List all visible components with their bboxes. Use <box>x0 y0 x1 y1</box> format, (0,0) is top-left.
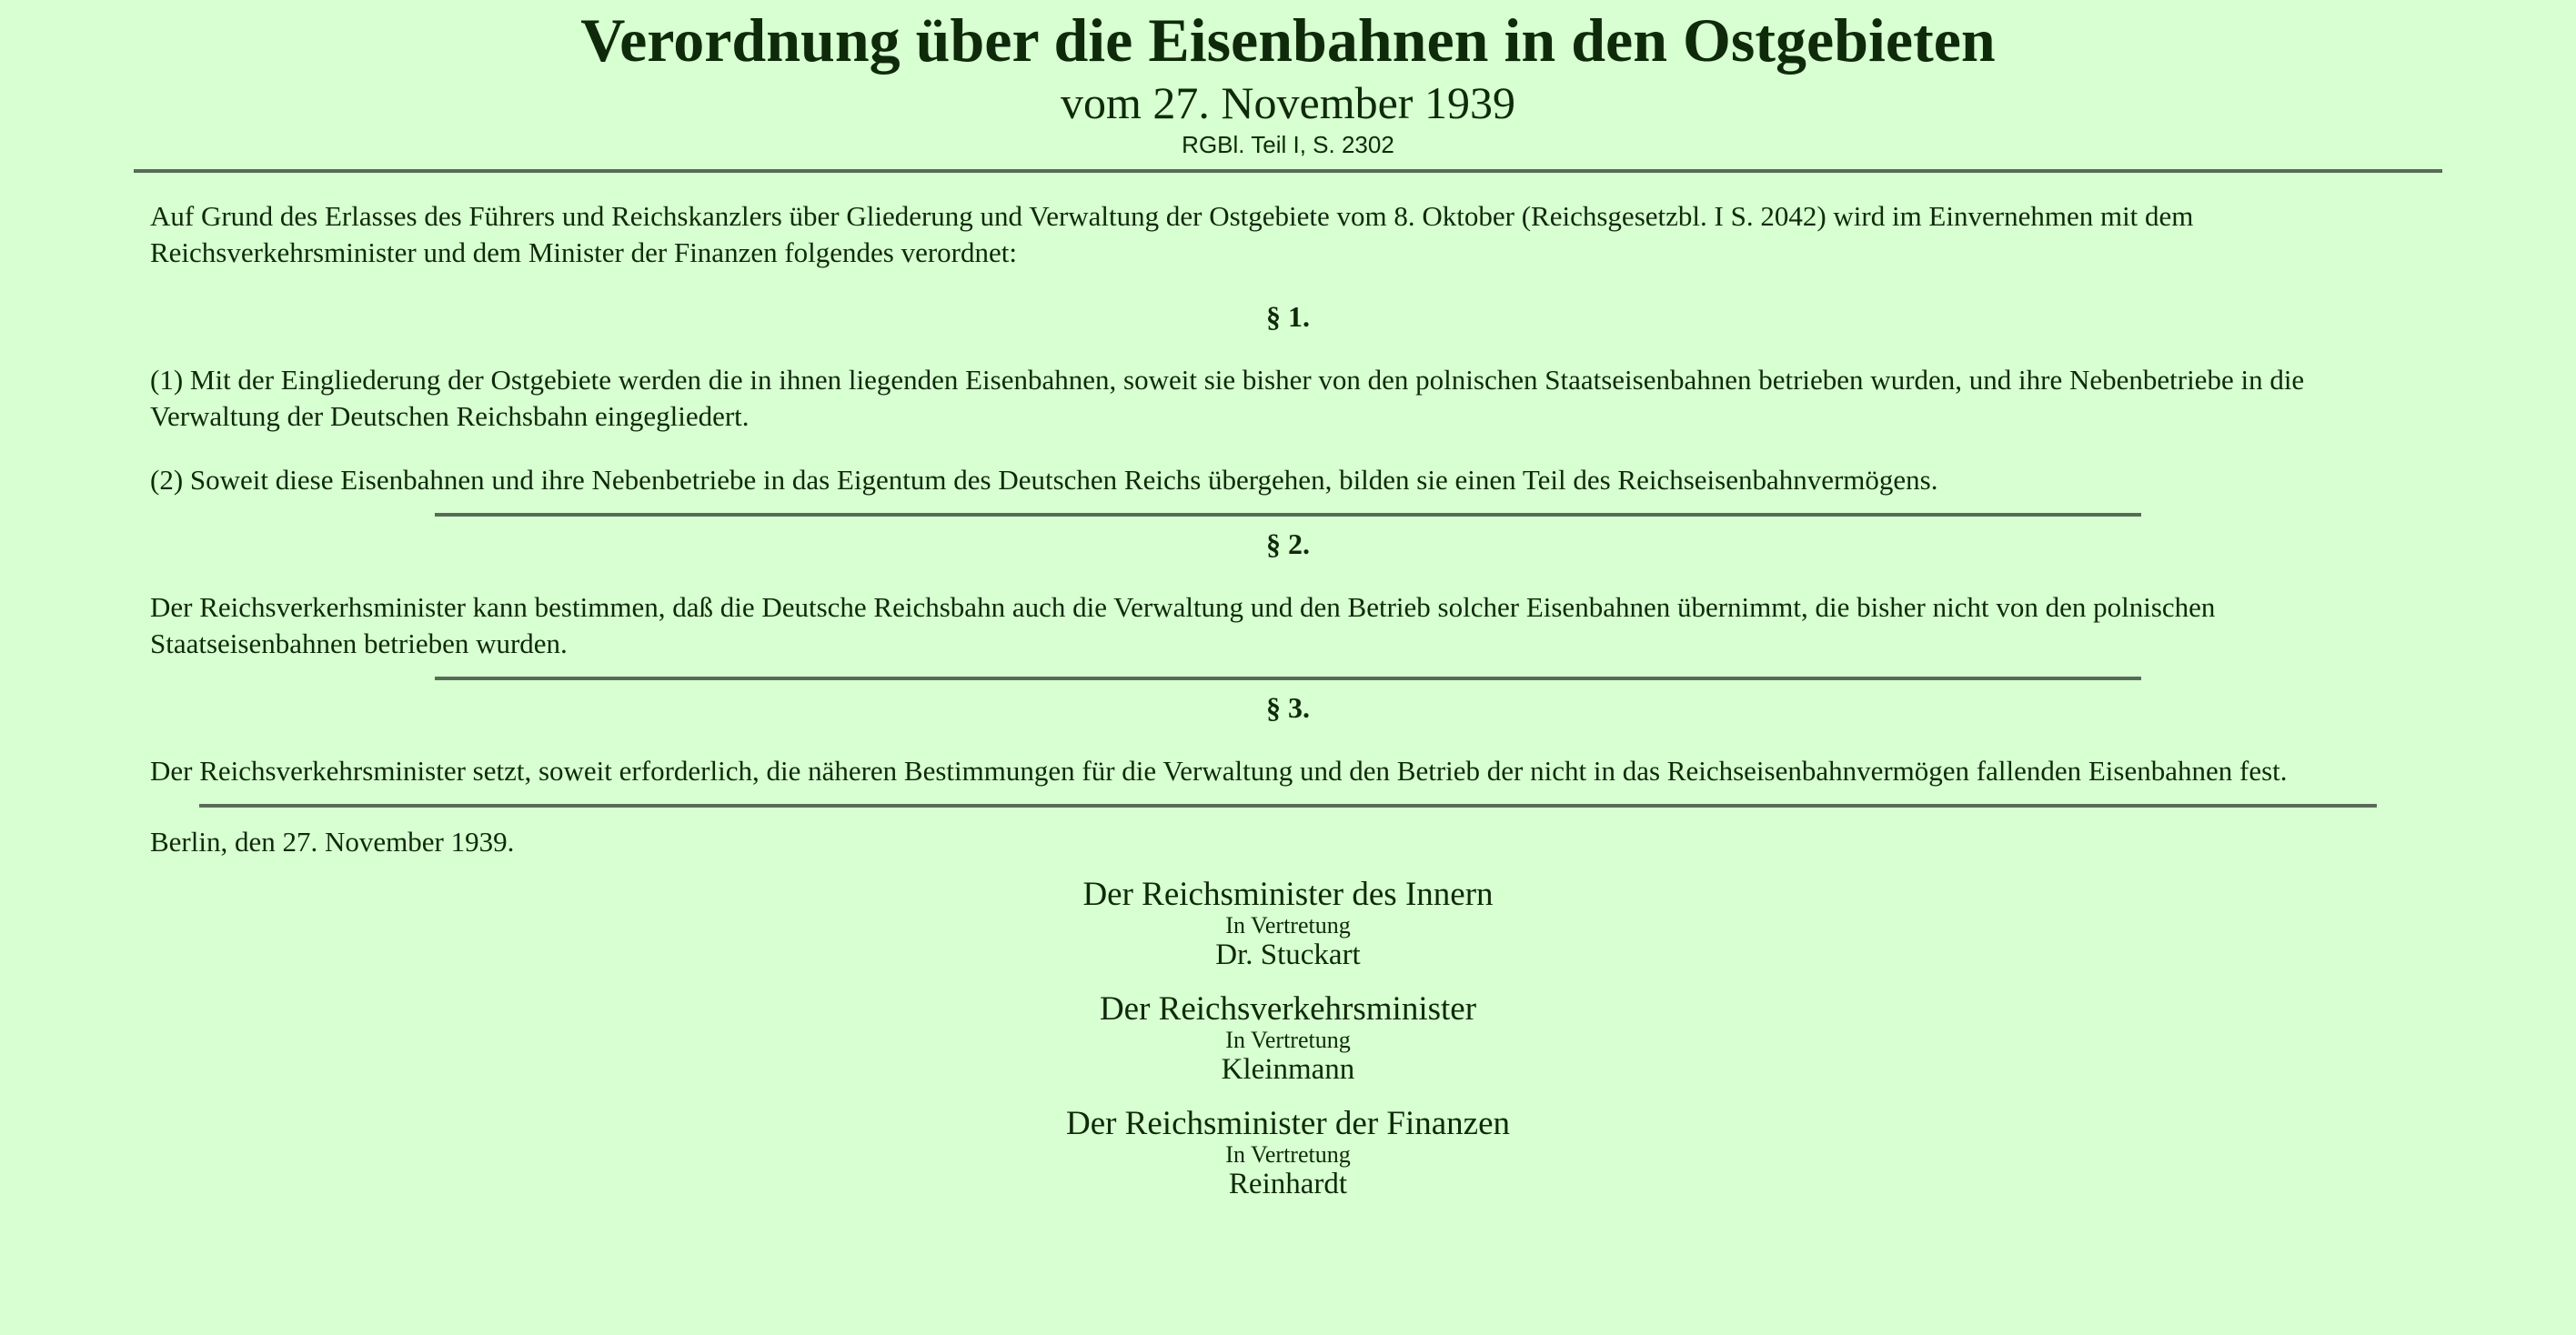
document-subtitle: vom 27. November 1939 <box>1061 77 1515 128</box>
signature-name: Dr. Stuckart <box>1215 939 1361 971</box>
document-closing <box>0 824 2576 860</box>
signature-title: Der Reichsminister der Finanzen <box>1065 1105 1511 1142</box>
signature-note: In Vertretung <box>1225 912 1351 939</box>
section-1-heading: § 1. <box>1266 300 1310 333</box>
signature-block-transport <box>0 991 2576 1086</box>
signature-block-interior <box>0 877 2576 971</box>
intro-paragraph: Auf Grund des Erlasses des Führers und Reichskanzlers über Gliederung und Verwaltung der Ostgebiete vom 8. Oktober (Reichsgesetzbl. I S. 2042) wird im Einvernehmen mit dem Reichsverkehrsminister und dem Minister der Finanzen folgendes verordnet: <box>150 200 2194 268</box>
header-divider <box>134 169 2442 173</box>
section-1-paragraph-1: (1) Mit der Eingliederung der Ostgebiete werden die in ihnen liegenden Eisenbahnen, soweit sie bisher von den polnischen Staatseisenbahnen betrieben wurden, und ihre Nebenbetriebe in die Verwaltung der Deutschen Reichsbahn eingegliedert. <box>150 364 2305 432</box>
document-source: RGBl. Teil I, S. 2302 <box>1182 131 1394 158</box>
signature-note: In Vertretung <box>1225 1027 1351 1053</box>
document-body <box>0 198 2576 498</box>
section-1-paragraph-2: (2) Soweit diese Eisenbahnen und ihre Nebenbetriebe in das Eigentum des Deutschen Reichs übergehen, bilden sie einen Teil des Reichseisenbahnvermögens. <box>150 464 1938 496</box>
section-2-paragraph-1: Der Reichsverkerhsminister kann bestimmen, daß die Deutsche Reichsbahn auch die Verwaltung und den Betrieb solcher Eisenbahnen übernimmt, die bisher nicht von den polnischen Staatseisenbahnen betrieben wurden. <box>150 591 2216 659</box>
document-body-2 <box>0 526 2576 662</box>
section-divider-1 <box>435 513 2141 517</box>
signature-list <box>0 877 2576 1200</box>
document-body-3 <box>0 689 2576 789</box>
section-3-heading: § 3. <box>1266 691 1310 724</box>
section-2-heading: § 2. <box>1266 527 1310 560</box>
signature-note: In Vertretung <box>1225 1141 1351 1168</box>
signature-block-finance <box>0 1106 2576 1200</box>
document-title: Verordnung über die Eisenbahnen in den Ostgebieten <box>580 5 1996 75</box>
section-3-paragraph-1: Der Reichsverkehrsminister setzt, soweit erforderlich, die näheren Bestimmungen für die Verwaltung und den Betrieb der nicht in das Reichseisenbahnvermögen fallenden Eisenbahnen fest. <box>150 755 2288 787</box>
signature-name: Reinhardt <box>1228 1168 1348 1200</box>
closing-divider <box>199 804 2377 808</box>
signature-title: Der Reichsverkehrsminister <box>1099 990 1477 1028</box>
document-header <box>0 4 2576 160</box>
section-divider-2 <box>435 677 2141 680</box>
signature-title: Der Reichsminister des Innern <box>1082 876 1494 913</box>
signature-name: Kleinmann <box>1221 1053 1355 1086</box>
place-date: Berlin, den 27. November 1939. <box>150 826 515 858</box>
